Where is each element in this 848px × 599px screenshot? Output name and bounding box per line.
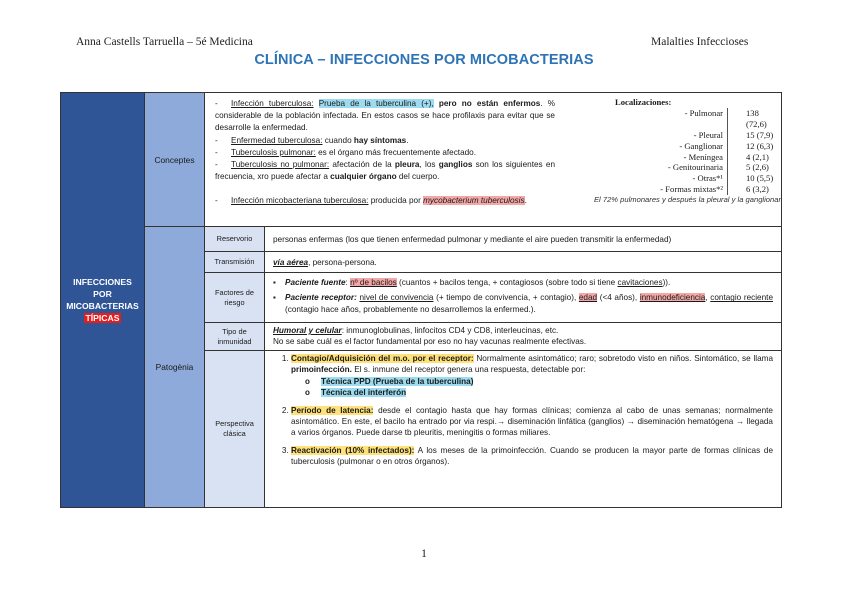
step-title: Período de latencia:: [291, 405, 374, 415]
step-text: El s. inmune del receptor genera una respuesta, detectable por:: [351, 365, 586, 375]
localizacion-name: - Ganglionar: [679, 140, 723, 151]
localizacion-name: - Otras*¹: [692, 173, 723, 184]
concept-text: es el órgano más frecuentemente afectado.: [315, 147, 477, 157]
step-text: desde el contagio hasta que hay formas clínicas; comienza al cabo de unas semanas; normalmente asintomático. En este, el bacilo ha entrado por via respi.→ diseminación linfática (ganglios) → diseminación hematógena → llegada a varios órganos. Puede darse tb pleuritis, meningitis o formas miliares.: [291, 405, 773, 438]
section-patogenia: [145, 227, 205, 507]
factor-receptor: [273, 292, 773, 315]
inmunidad-text: : inmunoglobulinas, linfocitos CD4 y CD8, interleucinas, etc.: [341, 326, 559, 335]
inmunidad-label: Tipo de inmunidad: [217, 326, 252, 346]
main-label-line2: POR: [93, 289, 112, 299]
concept-highlight: Prueba de la tuberculina (+),: [318, 99, 434, 108]
concept-text: producida por: [368, 196, 424, 206]
localizacion-value: 12 (6,3): [727, 141, 781, 152]
localizacion-value: 10 (5,5): [727, 173, 781, 184]
factores-label-cell: [205, 273, 265, 323]
page-title: CLÍNICA – INFECCIONES POR MICOBACTERIAS: [254, 52, 594, 68]
factor-highlight: nº de bacilos: [350, 278, 397, 287]
localizacion-name: - Meníngea: [683, 151, 723, 162]
transmision-label: Transmisión: [214, 257, 255, 266]
page-number: 1: [421, 548, 427, 560]
localizacion-value: 6 (3,2): [727, 184, 781, 195]
localizacion-value: 4 (2,1): [727, 152, 781, 163]
factor-term: Paciente fuente: [285, 278, 346, 287]
reservorio-label-cell: [205, 227, 265, 252]
concept-text: son los siguientes en frecuencia, xro puede afectar a: [215, 160, 556, 182]
localizacion-row: [615, 108, 781, 130]
concept-bold: pero no están enfermos: [433, 99, 541, 108]
localizacion-name: - Genitourinaria: [667, 162, 723, 173]
concept-text: del cuerpo.: [396, 172, 440, 182]
factor-text: )).: [662, 278, 671, 287]
localizacion-name: - Formas mixtas*²: [660, 184, 723, 195]
factor-underline: nivel de convivencia: [359, 293, 434, 303]
main-label-line3: MICOBACTERIAS: [66, 301, 139, 311]
content-table: [60, 92, 782, 508]
factor-text: ,: [705, 293, 711, 303]
perspectiva-step: [291, 405, 773, 439]
localizacion-row: [615, 162, 781, 173]
factores-label: Factores de riesgo: [214, 287, 255, 307]
concept-text: . % considerable de la población infectada. En estos casos se hace profilaxis para evitar que se desarrolle la enfermedad.: [215, 99, 555, 133]
step-bold: primoinfección.: [291, 365, 352, 375]
concept-bold: pleura: [394, 160, 420, 170]
transmision-content: [265, 252, 781, 273]
perspectiva-label: Perspectiva clásica: [215, 419, 254, 438]
step-subitem-text: Técnica del interferón: [321, 388, 407, 398]
perspectiva-label-cell: [205, 351, 265, 507]
perspectiva-content: [265, 351, 781, 507]
localizaciones-table: [615, 97, 781, 195]
main-label-line1: INFECCIONES: [73, 277, 132, 287]
transmision-text: , persona-persona.: [308, 258, 377, 267]
localizacion-value: 15 (7,9): [727, 130, 781, 141]
header-subject: Malalties Infeccioses: [651, 36, 749, 48]
factor-term: Paciente receptor:: [285, 293, 357, 303]
main-label-highlight: TÍPICAS: [85, 313, 120, 323]
step-text: A los meses de la primoinfección. Cuando se producen la mayor parte de formas clínicas de tuberculosis (pulmonar o en otros órganos).: [291, 445, 773, 467]
factor-text: (cuantos + bacilos tenga, + contagiosos (sobre todo si tiene: [396, 278, 618, 287]
concept-text: cuando: [322, 135, 354, 145]
reservorio-content: [265, 227, 781, 252]
concept-term: Infección tuberculosa:: [231, 99, 314, 108]
step-subitem: [291, 376, 773, 387]
localizacion-row: [615, 141, 781, 152]
conceptes-content: [205, 93, 781, 227]
concept-item: - Infección micobacteriana tuberculosa: producida por mycobacterium tuberculosis.: [215, 196, 527, 206]
transmision-term: vía aérea: [273, 258, 309, 267]
concept-term: Infección micobacteriana tuberculosa:: [231, 196, 369, 206]
factor-text: (<4 años),: [597, 293, 640, 303]
localizacion-name: - Pleural: [693, 129, 723, 140]
perspectiva-step: [291, 445, 773, 468]
concept-bold: hay síntomas: [353, 135, 407, 145]
concept-term: Tuberculosis pulmonar:: [231, 147, 316, 157]
factor-text: :: [345, 278, 351, 287]
factor-highlight: inmunodeficiencia: [639, 293, 706, 303]
reservorio-text: personas enfermas (los que tienen enfermedad pulmonar y mediante el aire pueden transmitir la enfermedad): [273, 235, 672, 244]
perspectiva-step: [291, 353, 773, 399]
factor-text: (+ tiempo de convivencia, + contagio),: [433, 293, 579, 303]
reservorio-label: Reservorio: [216, 234, 253, 243]
factor-text: (contagio hace años, probablemente no desarrollemos la enfermed.).: [285, 304, 536, 314]
concept-item: - Tuberculosis pulmonar: es el órgano más frecuentemente afectado.: [215, 147, 477, 157]
factor-fuente: [273, 277, 773, 288]
step-text: Normalmente asintomático; raro; sobretodo visto en niños. Sintomático, se llama: [473, 354, 774, 363]
localizacion-row: [615, 152, 781, 163]
inmunidad-label-cell: [205, 323, 265, 351]
factor-highlight: edad: [578, 293, 598, 303]
inmunidad-text-2: No se sabe cuál es el factor fundamental por eso no hay vacunas realmente efectivas.: [273, 337, 587, 347]
transmision-label-cell: [205, 252, 265, 273]
concept-text: , los: [419, 160, 439, 170]
localizacion-value: 5 (2,6): [727, 162, 781, 173]
step-title: Reactivación (10% infectados):: [291, 445, 415, 455]
inmunidad-content: [265, 323, 781, 351]
concept-bold: ganglios: [438, 160, 473, 170]
inmunidad-term: Humoral y celular: [273, 326, 342, 335]
main-label-cell: [61, 93, 145, 507]
concept-item: - Tuberculosis no pulmonar: afectación de la pleura, los ganglios son los siguientes en frecuencia, xro puede afectar a cualquier órgano del cuerpo.: [215, 160, 556, 182]
localizaciones-note: El 72% pulmonares y después la pleural y la ganglionar: [593, 195, 781, 204]
localizacion-row: [615, 173, 781, 184]
concept-item: - Enfermedad tuberculosa: cuando hay síntomas.: [215, 135, 409, 145]
concept-text: .: [406, 135, 409, 145]
section-conceptes: [145, 93, 205, 227]
localizacion-name: - Pulmonar: [684, 107, 723, 118]
concept-highlight: mycobacterium tuberculosis: [423, 196, 525, 206]
step-subitem-text: Técnica PPD (Prueba de la tuberculina): [321, 376, 474, 386]
concept-item: - Infección tuberculosa: Prueba de la tuberculina (+), pero no están enfermos. % considerable de la población infectada. En estos casos se hace profilaxis para evitar que se desarrolle la enfermedad.: [215, 99, 555, 133]
section-conceptes-label: Conceptes: [154, 154, 195, 165]
header-author: Anna Castells Tarruella – 5é Medicina: [76, 36, 253, 48]
concept-term: Enfermedad tuberculosa:: [231, 135, 323, 145]
localizacion-row: [615, 130, 781, 141]
localizacion-value: 138 (72,6): [727, 108, 781, 130]
concept-text: afectación de la: [329, 160, 395, 170]
localizaciones-title: Localizaciones:: [615, 97, 672, 107]
factor-underline: contagio reciente: [710, 293, 773, 303]
factor-underline: cavitaciones: [617, 278, 663, 287]
concept-bold: cualquier órgano: [330, 172, 397, 182]
step-subitem: [291, 387, 773, 398]
factores-content: [265, 273, 781, 323]
step-title: Contagio/Adquisición del m.o. por el receptor:: [291, 354, 474, 363]
concept-term: Tuberculosis no pulmonar:: [231, 160, 330, 170]
concept-text: .: [524, 196, 527, 206]
section-patogenia-label: Patogènia: [155, 362, 194, 372]
